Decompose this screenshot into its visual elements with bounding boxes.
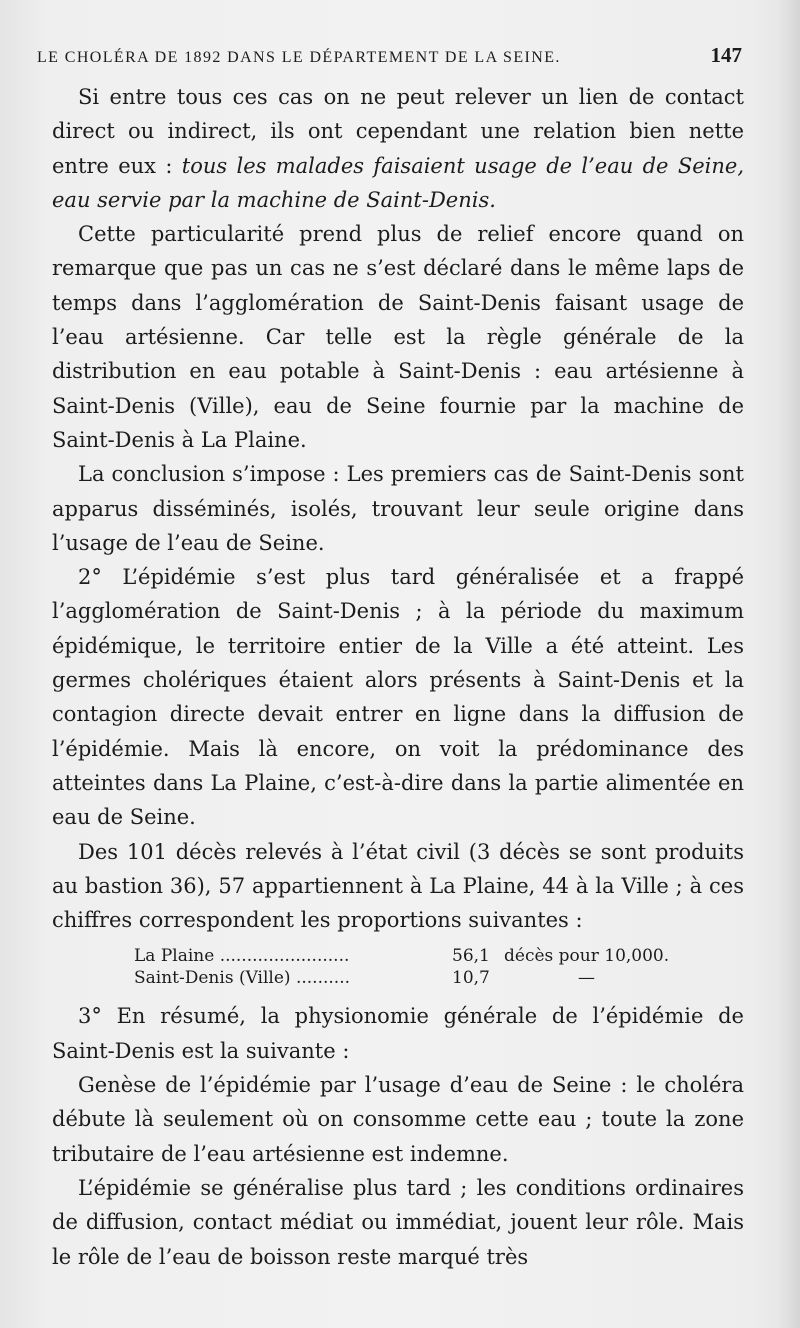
paragraph-3: La conclusion s’impose : Les premiers cas de Saint-Denis sont apparus disséminés, isolés, trouvant leur seule origine dans l’usage de l’eau de Seine. (52, 462, 744, 555)
paragraph-1-text: Si entre tous ces cas on ne peut relever un lien de contact direct ou indirect, ils ont cependant une relation bien nette entre eux : (52, 85, 744, 178)
paragraph-2: Cette particularité prend plus de relief encore quand on remarque que pas un cas ne s’est déclaré dans le même laps de temps dans l’agglomération de Saint-Denis faisant usage de l’eau artésienne. Car telle est la règle générale de la distribution en eau potable à Saint-Denis : eau artésienne à Saint-Denis (Ville), eau de Seine fournie par la machine de Saint-Denis à La Plaine. (52, 222, 744, 452)
running-title: LE CHOLÉRA DE 1892 DANS LE DÉPARTEMENT DE LA SEINE. (37, 49, 561, 66)
paragraph-6: 3° En résumé, la physionomie générale de l’épidémie de Saint-Denis est la suivante : (52, 1004, 744, 1063)
running-header (37, 43, 742, 73)
paragraph-1 (52, 80, 744, 217)
row-value: 10,7 (452, 968, 490, 989)
paragraph-5: Des 101 décès relevés à l’état civil (3 décès se sont produits au bastion 36), 57 appartiennent à La Plaine, 44 à la Ville ; à ces chiffres correspondent les proportions suivantes : (52, 839, 744, 933)
row-value: 56,1 (452, 946, 490, 967)
page-number: 147 (710, 43, 742, 67)
paragraph-1-italic: tous les malades faisaient usage de l’eau de Seine, eau servie par la machine de Saint-Denis. (52, 153, 744, 212)
paragraph-8: L’épidémie se généralise plus tard ; les conditions ordinaires de diffusion, contact médiat ou immédiat, jouent leur rôle. Mais le rôle de l’eau de boisson reste marqué très (52, 1175, 744, 1269)
page-body (52, 80, 744, 1274)
facing-page-bleed (778, 0, 800, 1328)
row-label: Saint-Denis (Ville) .......... (134, 968, 351, 989)
mortality-table (134, 945, 744, 989)
row-unit: décès pour 10,000. (504, 946, 670, 967)
paragraph-4: 2° L’épidémie s’est plus tard généralisée et a frappé l’agglomération de Saint-Denis ; à la période du maximum épidémique, le territoire entier de la Ville a été atteint. Les germes cholériques étaient alors présents à Saint-Denis et la contagion directe devait entrer en ligne dans la diffusion de l’épidémie. Mais là encore, on voit la prédominance des atteintes dans La Plaine, c’est-à-dire dans la partie alimentée en eau de Seine. (52, 565, 744, 830)
paragraph-7: Genèse de l’épidémie par l’usage d’eau de Seine : le choléra débute là seulement où on consomme cette eau ; toute la zone tributaire de l’eau artésienne est indemne. (52, 1073, 744, 1166)
row-unit-ditto (504, 967, 595, 989)
table-row (134, 945, 744, 967)
ditto-mark: — (578, 968, 595, 989)
table-row (134, 967, 744, 989)
row-label: La Plaine ........................ (134, 946, 350, 967)
